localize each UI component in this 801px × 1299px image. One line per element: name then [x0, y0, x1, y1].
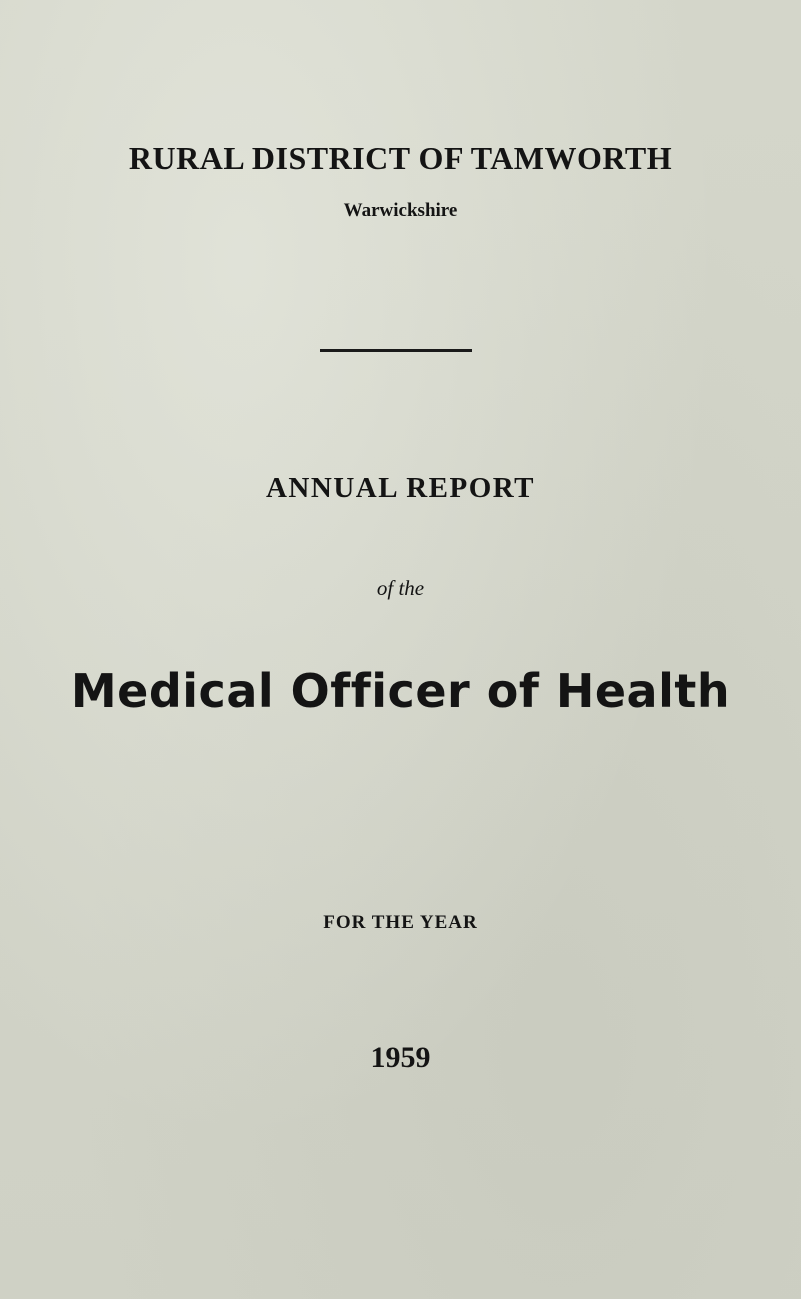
divider-rule	[320, 349, 472, 352]
report-title: ANNUAL REPORT	[265, 472, 536, 504]
of-the-text: of the	[376, 576, 425, 600]
county-subtitle: Warwickshire	[343, 200, 458, 221]
officer-title: Medical Officer of Health	[70, 664, 731, 718]
for-the-year-label: FOR THE YEAR	[323, 912, 478, 933]
report-year: 1959	[370, 1041, 431, 1074]
district-title: RURAL DISTRICT OF TAMWORTH	[128, 140, 673, 176]
